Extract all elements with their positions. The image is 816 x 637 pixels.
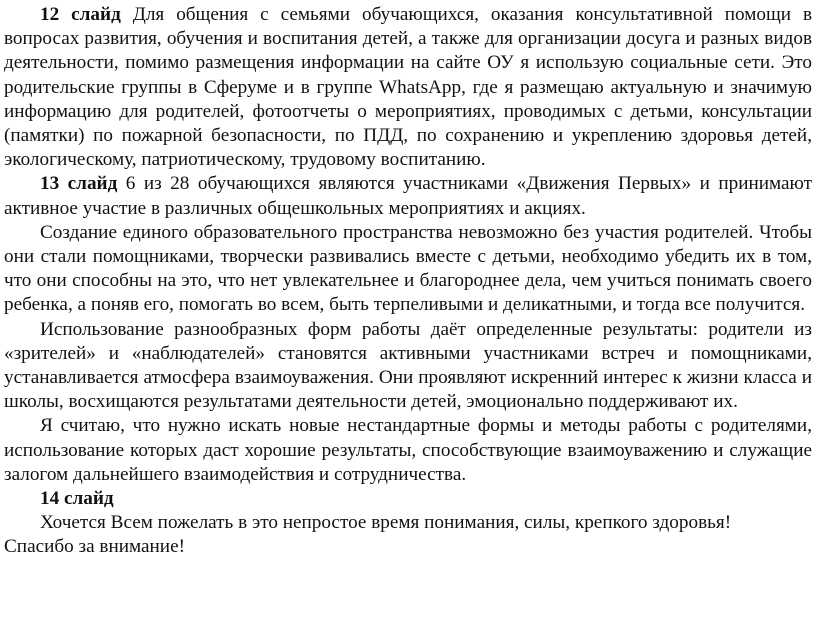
slide-12-paragraph	[4, 3, 812, 172]
thanks-line: Спасибо за внимание!	[4, 536, 185, 558]
wish-paragraph: Хочется Всем пожелать в это непростое время понимания, силы, крепкого здоровья!	[40, 512, 732, 534]
slide-12-heading: 12 слайд	[40, 4, 121, 25]
slide-12-text: Для общения с семьями обучающихся, оказания консультативной помощи в вопросах развития, обучения и воспитания детей, а также для организации досуга и разных видов деятельности, помимо размещения информации на сайте ОУ я использую социальные сети. Это родительские группы в Сферуме и в группе WhatsApp, где я размещаю актуальную и значимую информацию для родителей, фотоотчеты о мероприятиях, проводимых с детьми, консультации (памятки) по пожарной безопасности, по ПДД, по сохранению и укреплению здоровья детей, экологическому, патриотическому, трудовому воспитанию.	[4, 4, 813, 171]
methods-paragraph: Я считаю, что нужно искать новые нестандартные формы и методы работы с родителями, использование которых даст хорошие результаты, способствующие взаимоуважению и служащие залогом дальнейшего взаимодействия и сотрудничества.	[4, 415, 812, 485]
slide-13-paragraph	[4, 172, 812, 220]
slide-13-heading: 13 слайд	[40, 173, 118, 195]
forms-paragraph: Использование разнообразных форм работы даёт определенные результаты: родители из «зрителей» и «наблюдателей» становятся активными участниками встреч и помощниками, устанавливается атмосфера взаимоуважения. Они проявляют искренний интерес к жизни класса и школы, восхищаются результатами деятельности детей, эмоционально поддерживают их.	[4, 318, 812, 413]
slide-13-text: 6 из 28 обучающихся являются участниками «Движения Первых» и принимают активное участие в различных общешкольных мероприятиях и акциях.	[4, 173, 813, 219]
slide-14-heading: 14 слайд	[40, 488, 114, 510]
document-body	[4, 3, 812, 560]
unity-paragraph: Создание единого образовательного пространства невозможно без участия родителей. Чтобы они стали помощниками, творчески развивались вместе с детьми, необходимо убедить их в том, что они способны на это, что нет увлекательнее и благороднее дела, чем учиться понимать своего ребенка, а поняв его, помогать во всем, быть терпеливыми и деликатными, и тогда все получится.	[4, 221, 812, 316]
